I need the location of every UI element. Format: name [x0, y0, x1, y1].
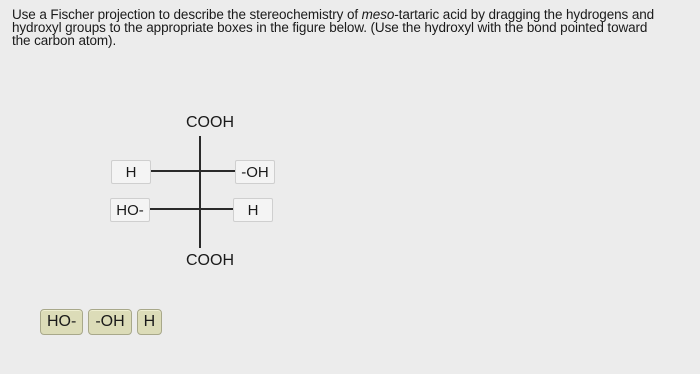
draggable-items-tray — [40, 309, 162, 335]
drop-box-upper-right[interactable] — [235, 160, 275, 184]
top-cooh-label: COOH — [186, 114, 234, 131]
drop-box-lower-right[interactable] — [233, 198, 273, 222]
instructions-line3: the carbon atom). — [12, 33, 117, 48]
vertical-bond — [199, 136, 201, 248]
instructions-line1-start: Use a Fischer projection to describe the stereochemistry of — [12, 7, 362, 22]
instructions-line1-end: -tartaric acid by dragging the hydrogens and — [394, 7, 655, 22]
horizontal-bond-lower — [148, 208, 233, 210]
horizontal-bond-upper — [150, 170, 235, 172]
instructions-line2: hydroxyl groups to the appropriate boxes in the figure below. (Use the hydroxyl with the bond pointed toward — [12, 20, 648, 35]
drop-box-upper-left-label: H — [125, 163, 137, 181]
draggable-oh-chip[interactable]: -OH — [88, 309, 131, 335]
draggable-ho-chip[interactable]: HO- — [40, 309, 83, 335]
drop-box-lower-left-label: HO- — [116, 201, 144, 219]
bottom-cooh-label: COOH — [186, 252, 234, 269]
drop-box-lower-right-label: H — [247, 201, 259, 219]
drop-box-upper-left[interactable] — [111, 160, 151, 184]
instructions-meso-term: meso — [361, 7, 395, 22]
draggable-h-chip[interactable]: H — [137, 309, 163, 335]
drop-box-upper-right-label: -OH — [241, 163, 269, 181]
drop-box-lower-left[interactable] — [110, 198, 150, 222]
